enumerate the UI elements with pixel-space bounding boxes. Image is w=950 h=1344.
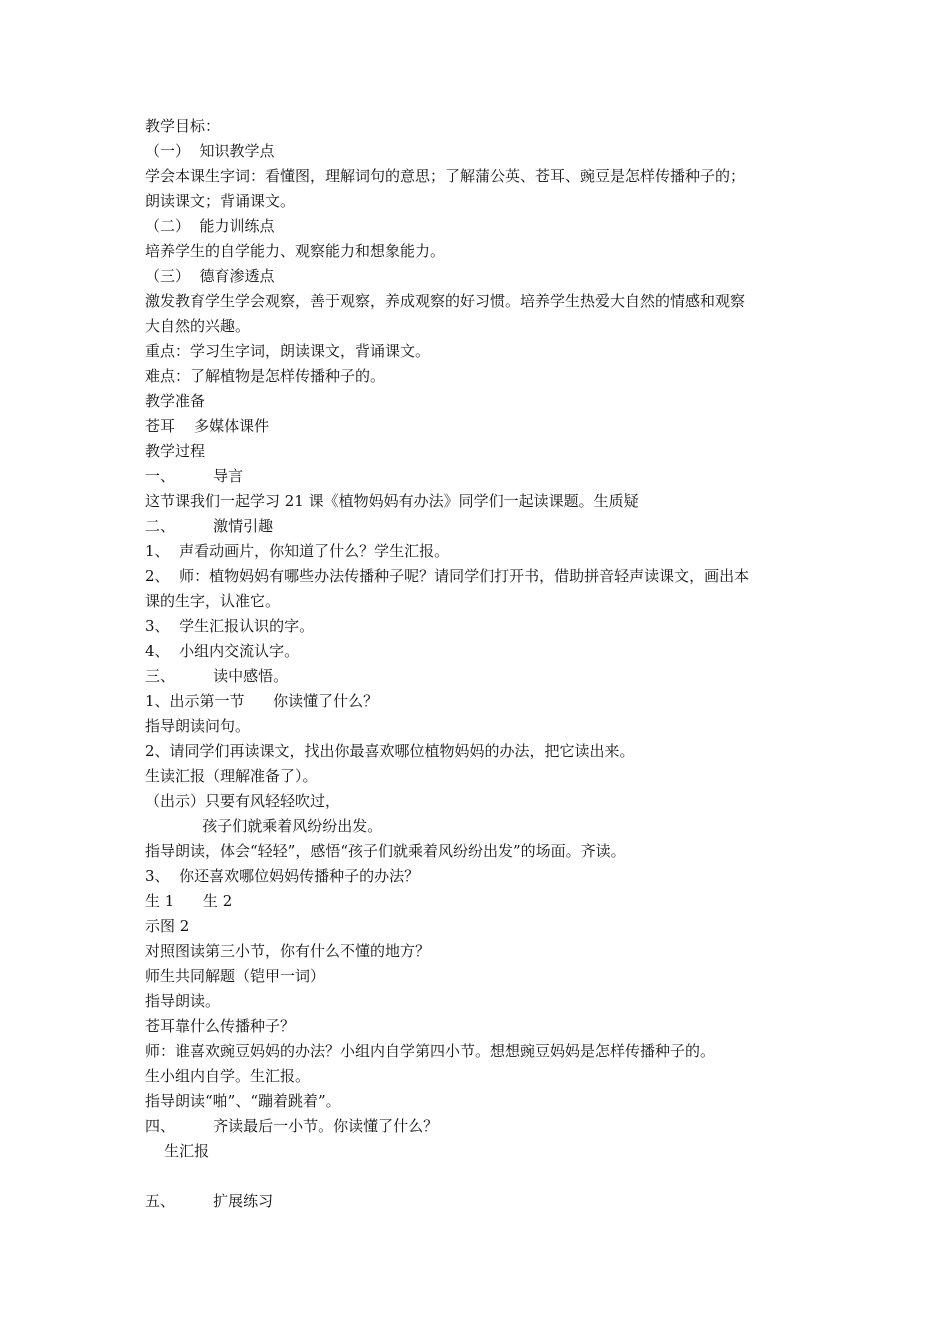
text-line: （二） 能力训练点 <box>145 217 275 235</box>
text-line: 对照图读第三小节，你有什么不懂的地方？ <box>145 942 431 960</box>
text-line: 指导朗读“啪”、“蹦着跳着”。 <box>145 1092 341 1110</box>
text-line: （一） 知识教学点 <box>145 142 275 160</box>
text-line: 三、 读中感悟。 <box>145 667 289 685</box>
text-line: 指导朗读。 <box>145 992 221 1010</box>
text-line: 示图 2 <box>145 917 190 935</box>
text-line: 指导朗读，体会“轻轻”，感悟“孩子们就乘着风纷纷出发”的场面。齐读。 <box>145 842 626 860</box>
text-line: 苍耳 多媒体课件 <box>145 417 270 435</box>
text-line: 孩子们就乘着风纷纷出发。 <box>145 817 383 835</box>
text-line: （三） 德育渗透点 <box>145 267 275 285</box>
text-line: 教学目标： <box>145 117 221 135</box>
text-line: 1、 声看动画片，你知道了什么？学生汇报。 <box>145 542 450 560</box>
text-line: 大自然的兴趣。 <box>145 317 251 335</box>
text-line: 朗读课文；背诵课文。 <box>145 192 296 210</box>
document-page <box>145 114 815 1214</box>
text-line: 激发教育学生学会观察，善于观察，养成观察的好习惯。培养学生热爱大自然的情感和观察 <box>145 292 746 310</box>
text-line: 师生共同解题（铠甲一词） <box>145 967 326 985</box>
text-line: 重点：学习生字词，朗读课文，背诵课文。 <box>145 342 431 360</box>
text-line: 指导朗读问句。 <box>145 717 251 735</box>
text-line: 四、 齐读最后一小节。你读懂了什么？ <box>145 1117 439 1135</box>
text-line: 难点：了解植物是怎样传播种子的。 <box>145 367 386 385</box>
text-line: 生汇报 <box>145 1142 210 1160</box>
blank-line <box>145 1164 815 1189</box>
text-line: 苍耳靠什么传播种子？ <box>145 1017 296 1035</box>
text-line: 2、 师：植物妈妈有哪些办法传播种子呢？请同学们打开书，借助拼音轻声读课文，画出本 <box>145 567 750 585</box>
text-line: 教学过程 <box>145 442 206 460</box>
text-line: 生读汇报（理解准备了）。 <box>145 767 318 785</box>
text-line: 1、出示第一节 你读懂了什么？ <box>145 692 379 710</box>
text-line: 3、 学生汇报认识的字。 <box>145 617 315 635</box>
text-line: 一、 导言 <box>145 467 244 485</box>
text-line: 教学准备 <box>145 392 206 410</box>
text-line: 五、 扩展练习 <box>145 1192 274 1210</box>
text-line: 培养学生的自学能力、观察能力和想象能力。 <box>145 242 446 260</box>
text-line: 师：谁喜欢豌豆妈妈的办法？小组内自学第四小节。想想豌豆妈妈是怎样传播种子的。 <box>145 1042 716 1060</box>
text-line: 课的生字，认准它。 <box>145 592 281 610</box>
text-line: 4、 小组内交流认字。 <box>145 642 300 660</box>
text-line: （出示）只要有风轻轻吹过， <box>145 792 341 810</box>
text-line: 这节课我们一起学习 21 课《植物妈妈有办法》同学们一起读课题。生质疑 <box>145 492 639 510</box>
text-line: 生小组内自学。生汇报。 <box>145 1067 311 1085</box>
text-line: 二、 激情引趣 <box>145 517 274 535</box>
text-line: 3、 你还喜欢哪位妈妈传播种子的办法？ <box>145 867 420 885</box>
text-line: 2、请同学们再读课文，找出你最喜欢哪位植物妈妈的办法，把它读出来。 <box>145 742 635 760</box>
text-line: 生 1 生 2 <box>145 892 233 910</box>
text-line: 学会本课生字词：看懂图，理解词句的意思；了解蒲公英、苍耳、豌豆是怎样传播种子的； <box>145 167 746 185</box>
